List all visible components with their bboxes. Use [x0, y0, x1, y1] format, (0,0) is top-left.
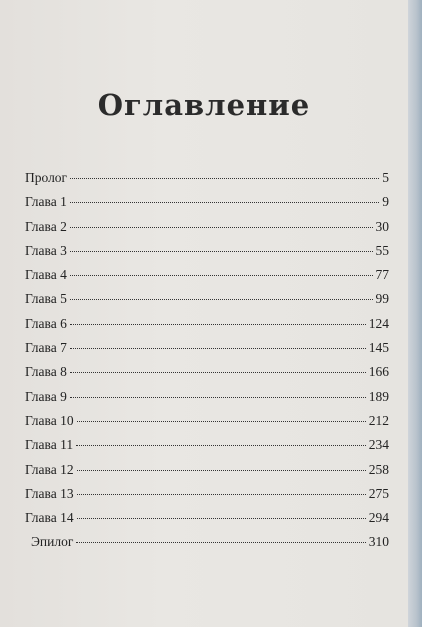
toc-entry-page: 212 [368, 412, 389, 428]
dot-leader [70, 397, 366, 398]
toc-entry-label: Глава 13 [25, 485, 74, 501]
toc-entry [25, 243, 389, 267]
toc-entry-page: 258 [368, 461, 389, 477]
toc-entry-label: Глава 14 [25, 510, 74, 526]
toc-entry-label: Глава 4 [25, 267, 67, 283]
toc-entry [25, 534, 389, 558]
toc-entry [25, 364, 389, 388]
dot-leader [76, 542, 365, 543]
dot-leader [77, 518, 366, 519]
toc-entry [25, 389, 389, 413]
toc-entry-page: 145 [368, 340, 389, 356]
toc-entry-label: Глава 1 [25, 194, 67, 210]
dot-leader [77, 421, 366, 422]
toc-entry [25, 170, 389, 194]
toc-entry-page: 77 [375, 267, 389, 283]
toc-entry-page: 166 [368, 364, 389, 380]
dot-leader [70, 275, 373, 276]
toc-entry-label: Эпилог [31, 534, 74, 550]
toc-entry-label: Пролог [25, 170, 68, 185]
toc-entry [25, 194, 389, 218]
toc-entry-label: Глава 12 [25, 461, 74, 477]
dot-leader [70, 202, 379, 203]
toc-entry [25, 437, 389, 461]
toc-entry-label: Глава 6 [25, 315, 67, 331]
dot-leader [70, 348, 366, 349]
toc-entry [25, 486, 389, 510]
page-edge [408, 0, 422, 627]
toc-entry-label: Глава 8 [25, 364, 67, 380]
dot-leader [77, 470, 366, 471]
dot-leader [70, 251, 373, 252]
toc-entry [25, 267, 389, 291]
toc-entry-page: 275 [368, 485, 389, 501]
toc-entry-label: Глава 11 [25, 437, 74, 453]
toc-entry-label: Глава 7 [25, 340, 67, 356]
toc-entry [25, 462, 389, 486]
toc-entry-page: 99 [375, 291, 389, 307]
toc-entry-label: Глава 9 [25, 388, 67, 404]
dot-leader [77, 494, 366, 495]
toc-entry [25, 219, 389, 243]
toc-entry-label: Глава 3 [25, 242, 67, 258]
table-of-contents [25, 170, 389, 559]
toc-entry-label: Глава 5 [25, 291, 67, 307]
toc-entry [25, 316, 389, 340]
toc-entry [25, 340, 389, 364]
toc-entry-label: Глава 10 [25, 412, 74, 428]
dot-leader [70, 227, 373, 228]
toc-entry-page: 294 [368, 510, 389, 526]
dot-leader [70, 178, 379, 179]
toc-entry [25, 413, 389, 437]
page-title: Оглавление [97, 88, 311, 122]
toc-entry-page: 55 [375, 242, 389, 258]
toc-entry [25, 291, 389, 315]
dot-leader [70, 299, 373, 300]
toc-entry-page: 5 [382, 170, 389, 185]
toc-entry-page: 9 [382, 194, 389, 210]
toc-entry-page: 234 [368, 437, 389, 453]
toc-entry-label: Глава 2 [25, 218, 67, 234]
toc-entry-page: 30 [375, 218, 389, 234]
toc-entry-page: 310 [368, 534, 389, 550]
dot-leader [70, 324, 366, 325]
toc-entry-page: 124 [368, 315, 389, 331]
dot-leader [70, 372, 366, 373]
toc-entry-page: 189 [368, 388, 389, 404]
dot-leader [76, 445, 366, 446]
toc-entry [25, 510, 389, 534]
